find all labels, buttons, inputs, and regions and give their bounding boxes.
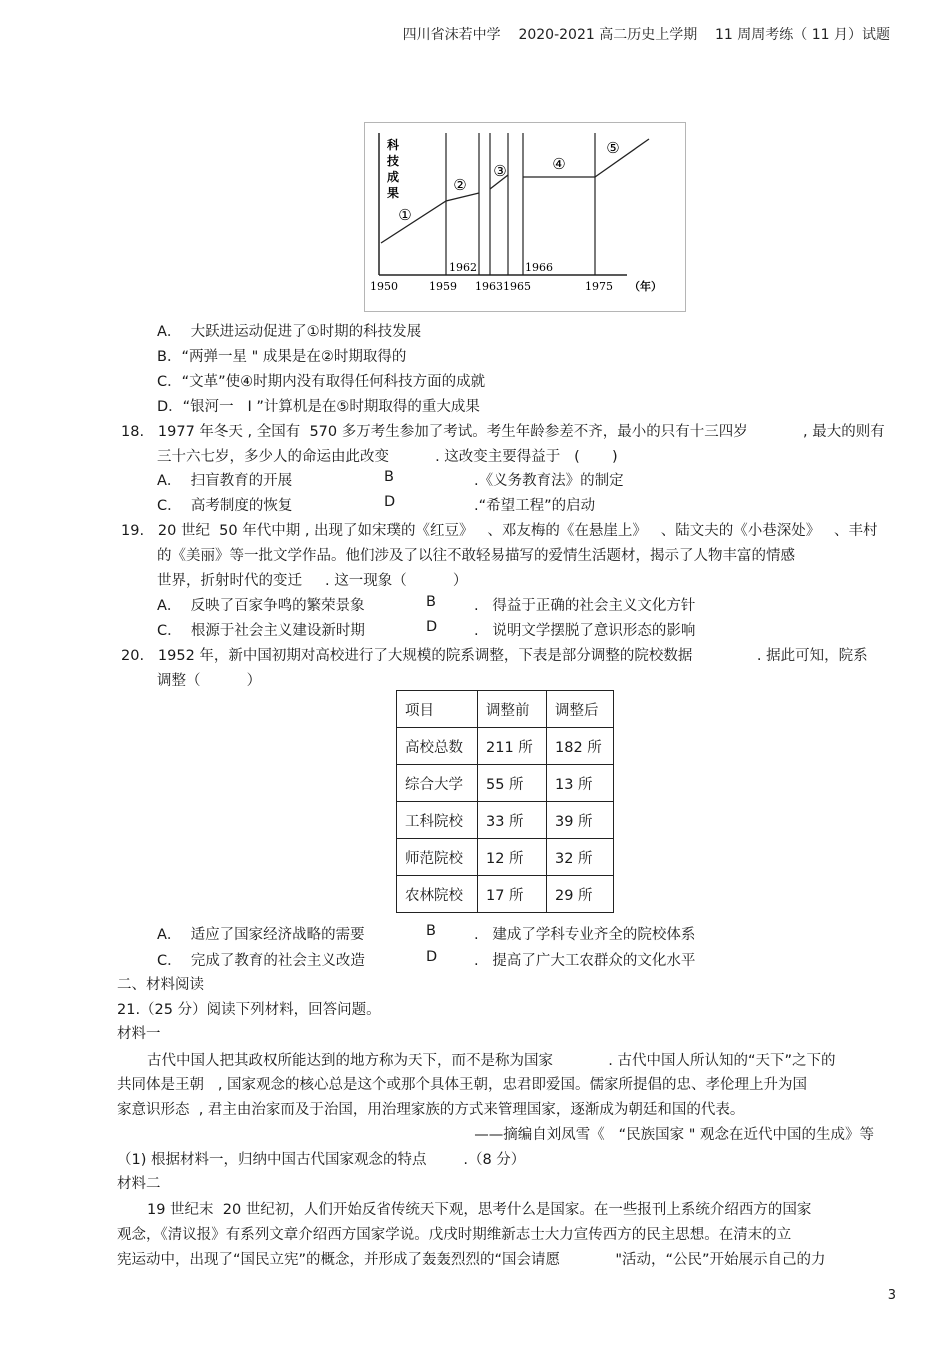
table-header-row xyxy=(397,691,614,728)
table-row xyxy=(397,728,614,765)
q19-option-a: A． 反映了百家争鸣的繁荣景象 xyxy=(157,598,365,614)
table-cell: 工科院校 xyxy=(397,802,478,839)
table-cell: 211 所 xyxy=(478,728,547,765)
q20-option-b-letter: B xyxy=(426,923,436,939)
table-cell: 师范院校 xyxy=(397,839,478,876)
inner-year-1962: 1962 xyxy=(449,261,477,274)
table-cell: 农林院校 xyxy=(397,876,478,913)
period-label-2: ② xyxy=(453,176,467,194)
table-cell: 13 所 xyxy=(547,765,614,802)
page-number: 3 xyxy=(887,1288,896,1303)
material-2-line-1: 19 世纪末 20 世纪初，人们开始反省传统天下观，思考什么是国家。在一些报刊上系统介绍西方的国家 xyxy=(147,1202,812,1218)
material-1-line-2: 共同体是王朝 , 国家观念的核心总是这个或那个具体王朝，忠君即爱国。儒家所提倡的忠、孝伦理上升为国 xyxy=(117,1077,808,1093)
q19-option-d-letter: D xyxy=(426,619,438,635)
inner-year-1966: 1966 xyxy=(525,261,553,274)
q18-option-c: C． 高考制度的恢复 xyxy=(157,498,293,514)
material-1-title: 材料一 xyxy=(117,1026,161,1042)
ylabel-char-1: 科 xyxy=(387,138,400,152)
table-row xyxy=(397,765,614,802)
tick-1950: 1950 xyxy=(370,280,398,293)
table-cell: 高校总数 xyxy=(397,728,478,765)
trend-segment-5 xyxy=(595,139,649,177)
ylabel-char-2: 技 xyxy=(387,154,400,168)
ylabel-char-4: 果 xyxy=(387,186,400,200)
period-label-4: ④ xyxy=(552,155,566,173)
material-2-line-3: 宪运动中，出现了“国民立宪”的概念，并形成了轰轰烈烈的“国会请愿 "活动，“公民”开始展示自己的力 xyxy=(117,1252,826,1268)
ylabel-char-3: 成 xyxy=(387,170,400,184)
q20-option-d-letter: D xyxy=(426,949,438,965)
table-cell: 39 所 xyxy=(547,802,614,839)
q20-line-1: 20. 1952 年，新中国初期对高校进行了大规模的院系调整，下表是部分调整的院校数据 . 据此可知，院系 xyxy=(121,648,868,664)
tech-achievement-figure xyxy=(364,122,686,312)
q17-option-b: B．“两弹一星 " 成果是在②时期取得的 xyxy=(157,349,407,365)
period-label-1: ① xyxy=(398,206,412,224)
table-cell: 55 所 xyxy=(478,765,547,802)
period-label-5: ⑤ xyxy=(606,139,620,157)
x-unit: （年） xyxy=(629,280,662,293)
q20-option-d-text: . 提高了广大工农群众的文化水平 xyxy=(474,953,696,969)
q17-option-d: D．“银河一 I ”计算机是在⑤时期取得的重大成果 xyxy=(157,399,480,415)
page-header: 四川省沫若中学 2020-2021 高二历史上学期 11 周周考练（ 11 月）试题 xyxy=(402,27,890,43)
q19-option-d-text: . 说明文学摆脱了意识形态的影响 xyxy=(474,623,696,639)
table-header-cell: 调整后 xyxy=(547,691,614,728)
table-cell: 32 所 xyxy=(547,839,614,876)
q21-title: 21.（25 分）阅读下列材料，回答问题。 xyxy=(117,1002,381,1018)
q19-line-2: 的《美丽》等一批文学作品。他们涉及了以往不敢轻易描写的爱情生活题材，揭示了人物丰富的情感 xyxy=(157,548,795,564)
table-header-cell: 项目 xyxy=(397,691,478,728)
q19-line-3: 世界，折射时代的变迁 . 这一现象（ ） xyxy=(157,573,468,589)
table-row xyxy=(397,839,614,876)
q18-line-2: 三十六七岁，多少人的命运由此改变 . 这改变主要得益于 ( ) xyxy=(157,449,618,465)
q20-option-a: A． 适应了国家经济战略的需要 xyxy=(157,927,365,943)
material-2-line-2: 观念，《清议报》有系列文章介绍西方国家学说。戊戌时期维新志士大力宣传西方的民主思想。在清末的立 xyxy=(117,1227,792,1243)
table-cell: 17 所 xyxy=(478,876,547,913)
sub-question-1: （1) 根据材料一，归纳中国古代国家观念的特点 .（8 分） xyxy=(117,1152,526,1168)
table-cell: 29 所 xyxy=(547,876,614,913)
q17-option-a: A． 大跃进运动促进了①时期的科技发展 xyxy=(157,324,422,340)
q18-option-d-letter: D xyxy=(384,494,396,510)
q19-option-c: C． 根源于社会主义建设新时期 xyxy=(157,623,365,639)
table-row xyxy=(397,876,614,913)
q20-line-2: 调整（ ） xyxy=(157,673,262,689)
tick-1963-1965: 19631965 xyxy=(475,280,531,293)
tick-1975: 1975 xyxy=(585,280,613,293)
material-1-line-1: 古代中国人把其政权所能达到的地方称为天下，而不是称为国家 . 古代中国人所认知的“天下”之下的 xyxy=(147,1053,836,1069)
q20-option-c: C． 完成了教育的社会主义改造 xyxy=(157,953,365,969)
section-title: 二、材料阅读 xyxy=(117,977,204,993)
table-row xyxy=(397,802,614,839)
table-cell: 182 所 xyxy=(547,728,614,765)
table-cell: 33 所 xyxy=(478,802,547,839)
figure-svg xyxy=(365,123,685,311)
table-cell: 12 所 xyxy=(478,839,547,876)
q19-option-b-letter: B xyxy=(426,594,436,610)
table-header-cell: 调整前 xyxy=(478,691,547,728)
college-adjustment-table xyxy=(396,690,614,913)
material-1-source: ——摘编自刘凤雪《 “民族国家 " 观念在近代中国的生成》等 xyxy=(474,1127,874,1143)
q18-line-1: 18. 1977 年冬天 , 全国有 570 多万考生参加了考试。考生年龄参差不齐，最小的只有十三四岁 , 最大的则有 xyxy=(121,424,885,440)
q19-line-1: 19. 20 世纪 50 年代中期 , 出现了如宋璞的《红豆》 、邓友梅的《在悬崖上》 、陆文夫的《小巷深处》 、丰村 xyxy=(121,523,878,539)
table-cell: 综合大学 xyxy=(397,765,478,802)
q18-option-b-letter: B xyxy=(384,469,394,485)
tick-1959: 1959 xyxy=(429,280,457,293)
material-1-line-3: 家意识形态 , 君主由治家而及于治国，用治理家族的方式来管理国家，逐渐成为朝廷和国的代表。 xyxy=(117,1102,745,1118)
q18-option-a: A． 扫盲教育的开展 xyxy=(157,473,293,489)
period-label-3: ③ xyxy=(493,162,507,180)
trend-segment-1-2 xyxy=(381,193,479,243)
q18-option-b-text: .《义务教育法》的制定 xyxy=(474,473,624,489)
material-2-title: 材料二 xyxy=(117,1176,161,1192)
q18-option-d-text: .“希望工程”的启动 xyxy=(474,498,596,514)
q17-option-c: C．“文革”使④时期内没有取得任何科技方面的成就 xyxy=(157,374,486,390)
q19-option-b-text: . 得益于正确的社会主义文化方针 xyxy=(474,598,696,614)
q20-option-b-text: . 建成了学科专业齐全的院校体系 xyxy=(474,927,696,943)
